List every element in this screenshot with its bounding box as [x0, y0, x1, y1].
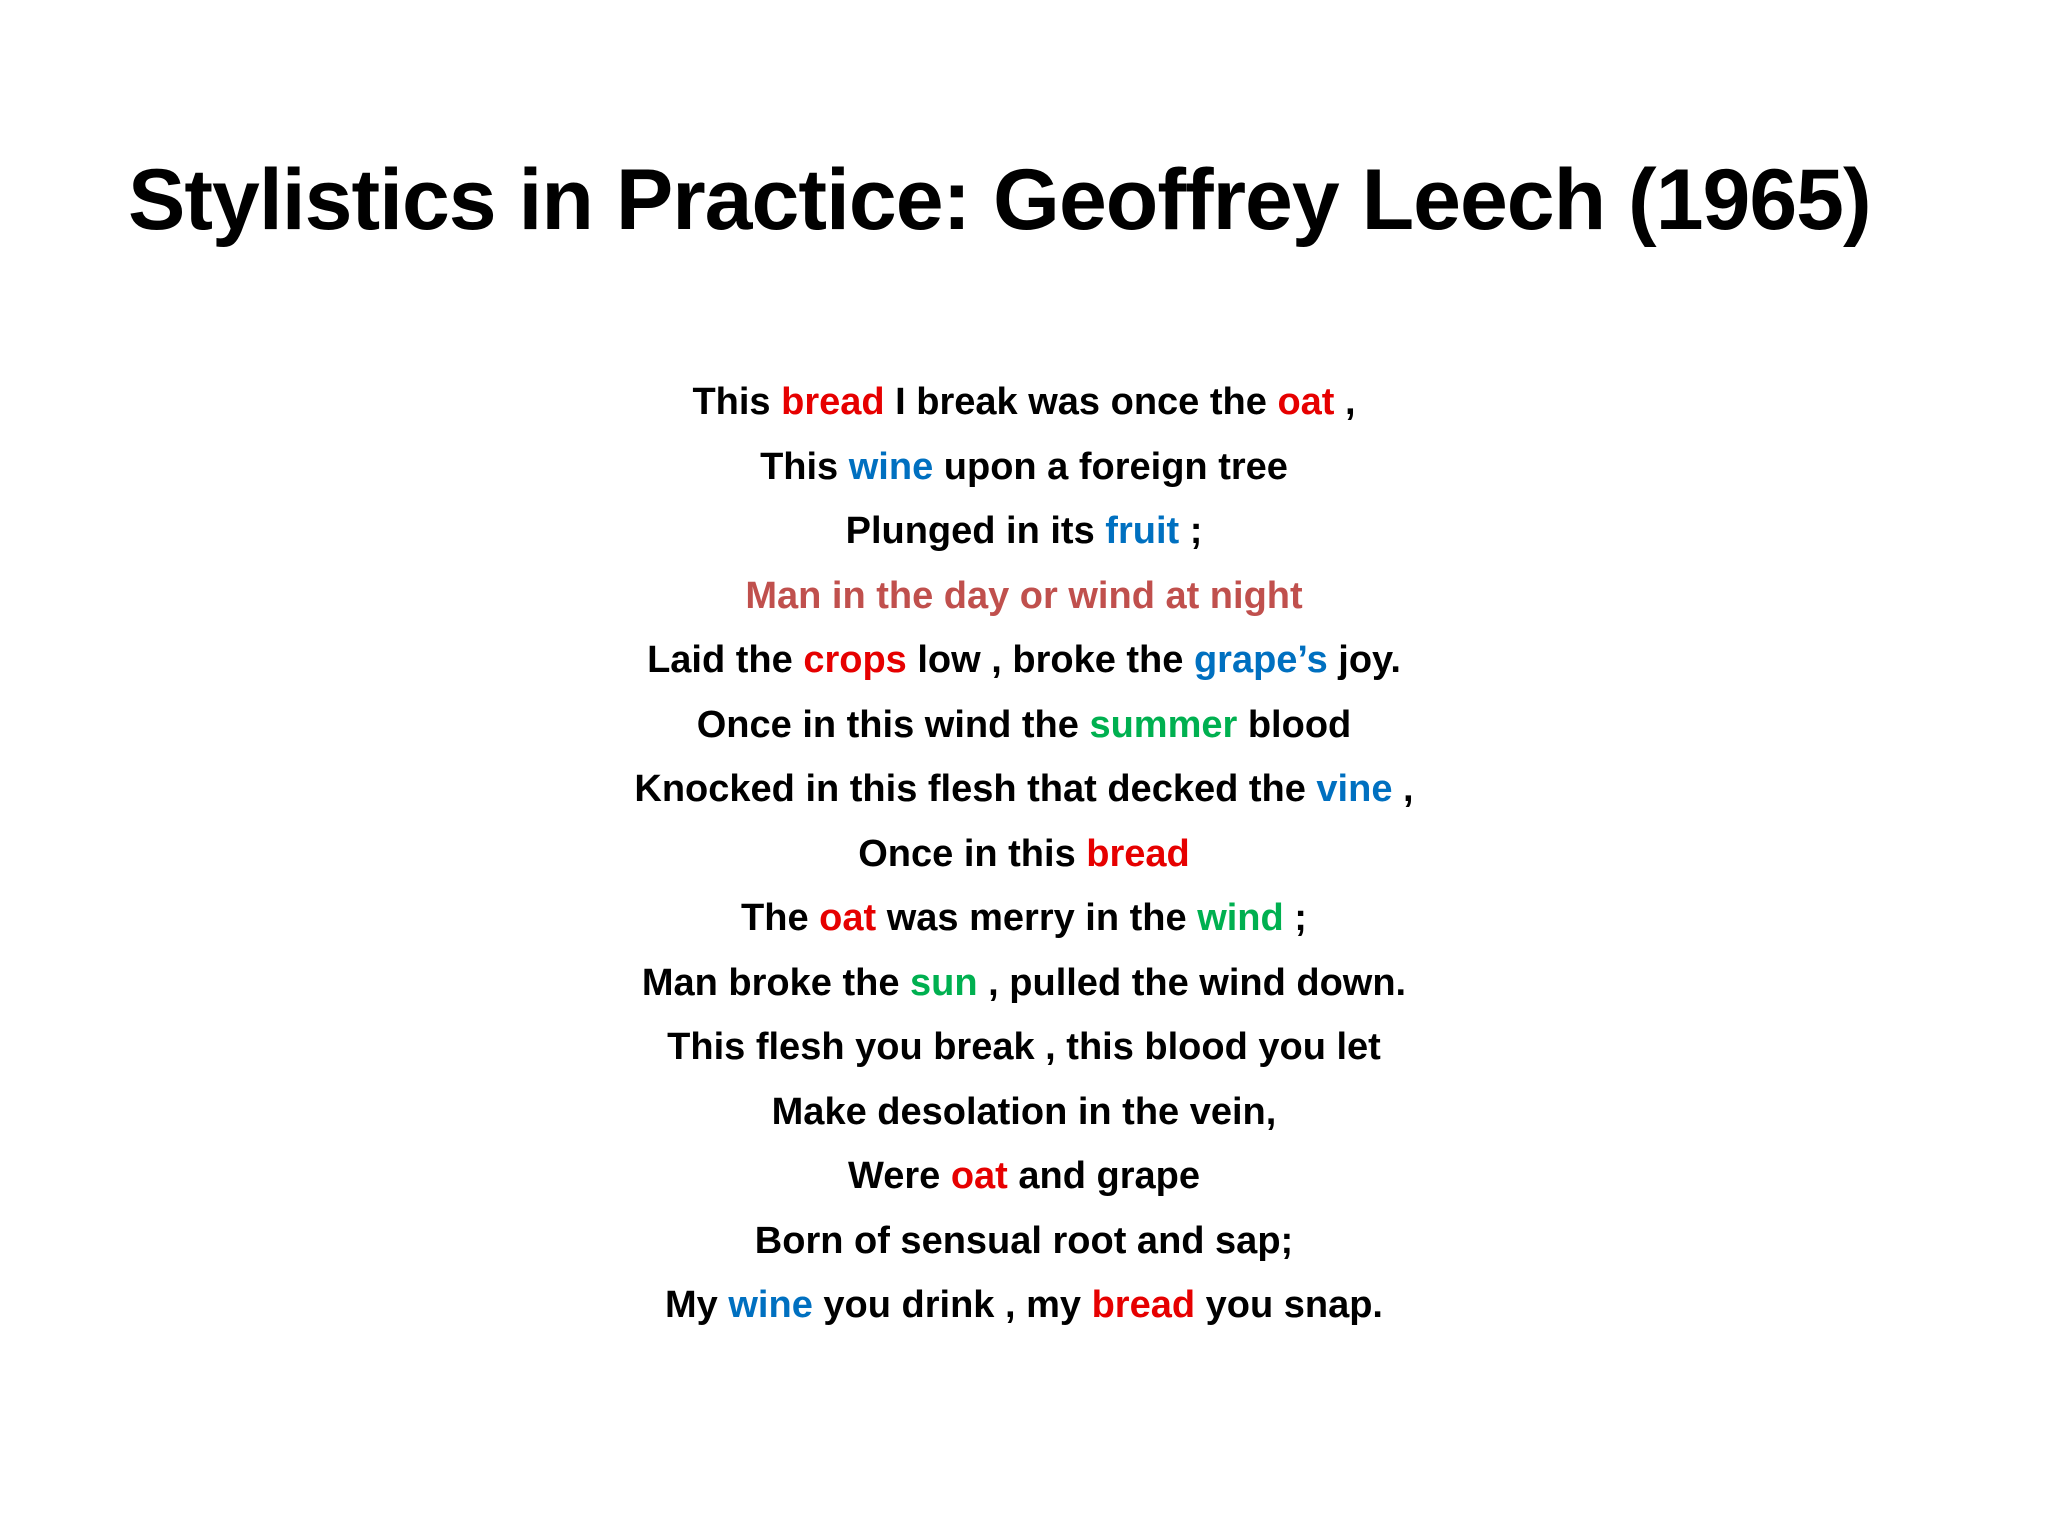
poem-text-segment: blood: [1237, 703, 1352, 746]
poem-line: [0, 951, 2048, 1016]
highlighted-word: crops: [803, 639, 907, 681]
highlighted-word: fruit: [1105, 510, 1180, 552]
poem-text-segment: Make desolation in the vein,: [771, 1090, 1277, 1133]
poem-line: [0, 693, 2048, 758]
poem-text-segment: Laid the: [647, 639, 804, 681]
poem-text-segment: joy.: [1327, 639, 1401, 681]
poem-text-segment: and grape: [1007, 1155, 1200, 1197]
highlighted-word: wine: [848, 445, 934, 488]
poem-text-segment: low , broke the: [906, 639, 1194, 681]
poem-text-segment: Once in this wind the: [696, 703, 1090, 746]
highlighted-word: vine: [1316, 768, 1393, 810]
poem-line: [0, 1015, 2048, 1080]
highlighted-word: summer: [1089, 703, 1238, 746]
highlighted-word: Man in the day or wind at night: [745, 574, 1303, 617]
poem-line: [0, 886, 2048, 951]
poem-text-segment: Once in this: [858, 832, 1087, 875]
highlighted-word: grape’s: [1193, 639, 1328, 681]
poem-text-segment: The: [741, 897, 820, 939]
poem-text-segment: was merry in the: [876, 897, 1198, 939]
poem-line: [0, 1080, 2048, 1145]
poem-line: [0, 757, 2048, 822]
poem-text-segment: you drink , my: [812, 1284, 1092, 1326]
poem-text-segment: you snap.: [1195, 1284, 1383, 1326]
highlighted-word: bread: [781, 381, 885, 423]
poem-text-segment: My: [665, 1284, 729, 1326]
poem-text-segment: This flesh you break , this blood you let: [667, 1026, 1381, 1068]
highlighted-word: oat: [950, 1155, 1008, 1197]
poem-line: [0, 822, 2048, 887]
poem-line: [0, 1209, 2048, 1274]
poem-text-segment: Were: [848, 1155, 951, 1197]
highlighted-word: bread: [1086, 832, 1190, 875]
poem-text-block: [0, 370, 2048, 1338]
poem-line: [0, 1144, 2048, 1209]
poem-text-segment: upon a foreign tree: [933, 445, 1288, 488]
poem-text-segment: I break was once the: [884, 381, 1278, 423]
poem-text-segment: Plunged in its: [845, 510, 1106, 552]
poem-text-segment: Born of sensual root and sap;: [754, 1219, 1294, 1262]
poem-text-segment: ,: [1334, 381, 1356, 423]
poem-line: [0, 499, 2048, 564]
poem-text-segment: ;: [1179, 510, 1203, 552]
highlighted-word: sun: [910, 961, 978, 1004]
highlighted-word: wine: [728, 1284, 813, 1326]
poem-text-segment: Knocked in this flesh that decked the: [634, 768, 1317, 810]
highlighted-word: oat: [819, 897, 877, 939]
highlighted-word: bread: [1091, 1284, 1196, 1326]
poem-text-segment: ;: [1283, 897, 1307, 939]
poem-line: [0, 435, 2048, 500]
poem-text-segment: ,: [1392, 768, 1414, 810]
highlighted-word: oat: [1277, 381, 1335, 423]
poem-line: [0, 628, 2048, 693]
highlighted-word: wind: [1197, 897, 1284, 939]
poem-line: [0, 1273, 2048, 1338]
poem-text-segment: This: [760, 445, 849, 488]
poem-line: [0, 370, 2048, 435]
poem-text-segment: Man broke the: [641, 961, 911, 1004]
poem-line: [0, 564, 2048, 629]
poem-text-segment: , pulled the wind down.: [977, 961, 1407, 1004]
slide-title: Stylistics in Practice: Geoffrey Leech (1965): [128, 152, 1871, 248]
poem-text-segment: This: [692, 381, 782, 423]
